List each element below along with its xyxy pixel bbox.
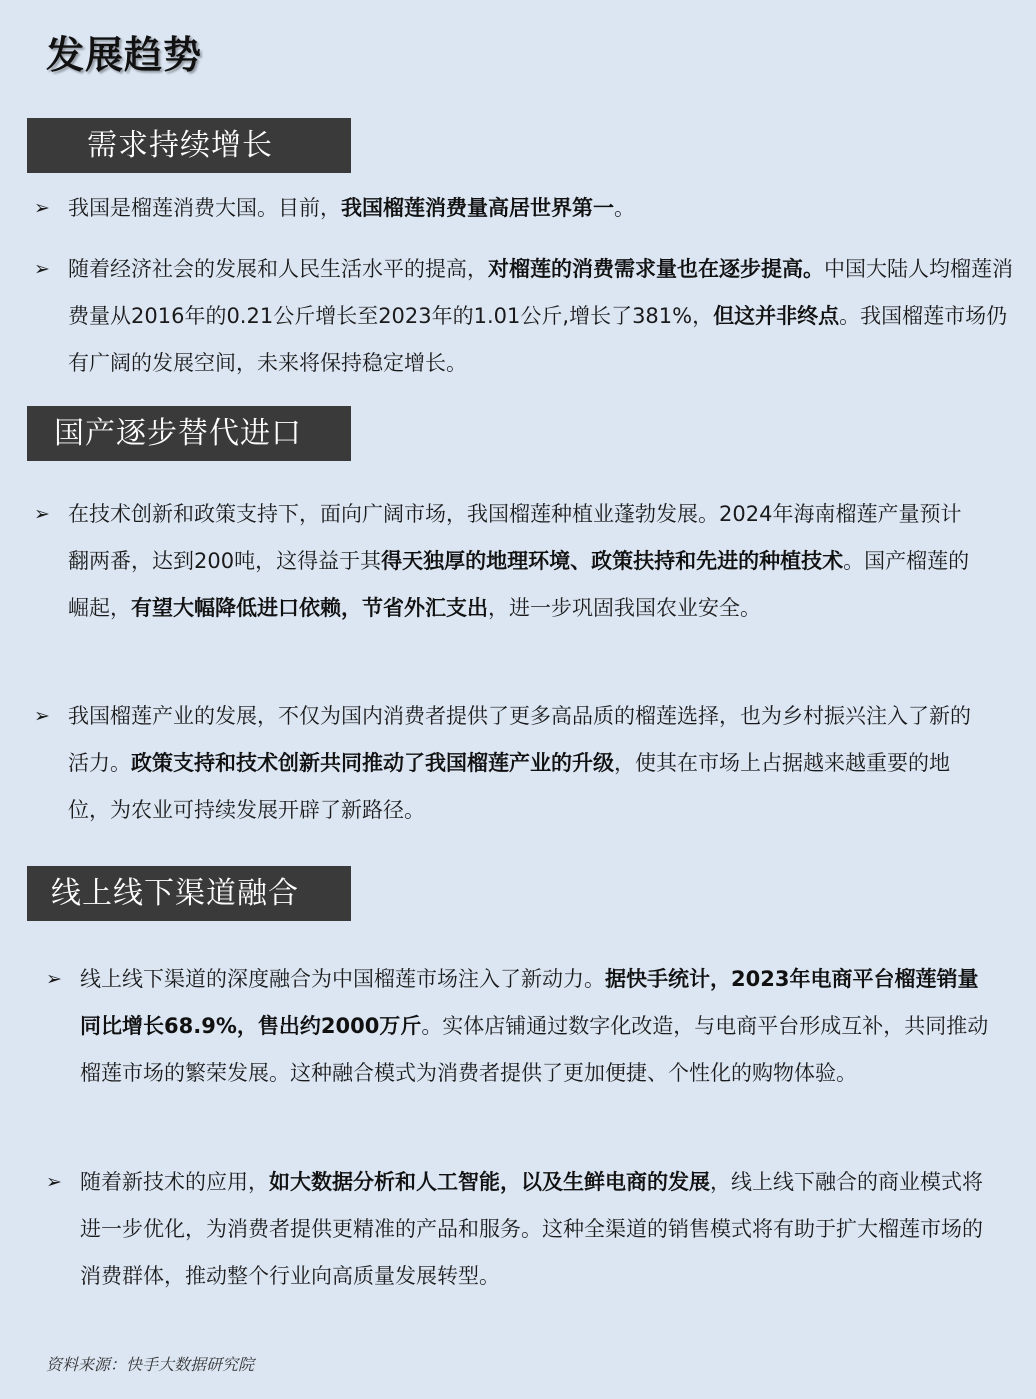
emphasis-text: 有望大幅降低进口依赖，节省外汇支出	[131, 596, 488, 620]
body-text: 我国是榴莲消费大国。目前，	[68, 196, 341, 220]
source-note: 资料来源：快手大数据研究院	[46, 1355, 255, 1374]
emphasis-text: 对榴莲的消费需求量也在逐步提高。	[488, 257, 824, 281]
section-header-channel-fusion	[27, 866, 351, 921]
emphasis-text: 据快手统计，2023年电商平台榴莲销量同比增长68.9%，售出约2000万斤	[80, 967, 979, 1038]
arrow-bullet-icon: ➢	[34, 197, 50, 219]
section-header-demand	[27, 118, 351, 173]
body-text: ，线上线下融合的商业模式将进一步优化，为消费者提供更精准的产品和服务。这种全渠道的销售模式将有助于扩大榴莲市场的消费群体，推动整个行业向高质量发展转型。	[80, 1170, 983, 1288]
body-text: 。我国榴莲市场仍有广阔的发展空间，未来将保持稳定增长。	[68, 304, 1008, 375]
arrow-bullet-icon: ➢	[46, 968, 62, 990]
arrow-bullet-icon: ➢	[46, 1171, 62, 1193]
body-text: 线上线下渠道的深度融合为中国榴莲市场注入了新动力。	[80, 967, 605, 991]
body-text: ，进一步巩固我国农业安全。	[488, 596, 761, 620]
bullet-text	[80, 956, 996, 1097]
arrow-bullet-icon: ➢	[34, 705, 50, 727]
list-item	[34, 246, 1014, 387]
emphasis-text: 如大数据分析和人工智能，以及生鲜电商的发展	[269, 1170, 710, 1194]
body-text: ，使其在市场上占据越来越重要的地位，为农业可持续发展开辟了新路径。	[68, 751, 950, 822]
emphasis-text: 得天独厚的地理环境、政策扶持和先进的种植技术	[381, 549, 844, 573]
emphasis-text: 我国榴莲消费量高居世界第一	[341, 196, 614, 220]
section-title: 需求持续增长	[87, 128, 273, 163]
list-item	[34, 491, 979, 632]
bullet-text	[68, 185, 1014, 232]
page-title: 发展趋势	[46, 32, 203, 77]
emphasis-text: 但这并非终点	[713, 304, 840, 328]
section-header-import-substitution	[27, 406, 351, 461]
list-item	[34, 185, 1014, 232]
body-text: 我国榴莲产业的发展，不仅为国内消费者提供了更多高品质的榴莲选择，也为乡村振兴注入了新的活力。	[68, 704, 971, 775]
section-title: 国产逐步替代进口	[54, 416, 302, 451]
arrow-bullet-icon: ➢	[34, 258, 50, 280]
body-text: 。实体店铺通过数字化改造，与电商平台形成互补，共同推动榴莲市场的繁荣发展。这种融合模式为消费者提供了更加便捷、个性化的购物体验。	[80, 1014, 989, 1085]
body-text: 随着新技术的应用，	[80, 1170, 269, 1194]
list-item	[34, 693, 979, 834]
body-text: 。	[614, 196, 635, 220]
list-item	[46, 956, 996, 1097]
arrow-bullet-icon: ➢	[34, 503, 50, 525]
bullet-text	[68, 246, 1014, 387]
body-text: 在技术创新和政策支持下，面向广阔市场，我国榴莲种植业蓬勃发展。2024年海南榴莲产量预计翻两番，达到200吨，这得益于其	[68, 502, 962, 573]
body-text: 中国大陆人均榴莲消费量从2016年的0.21公斤增长至2023年的1.01公斤,增长了381%，	[68, 257, 1013, 328]
section-title: 线上线下渠道融合	[51, 876, 299, 911]
body-text: 随着经济社会的发展和人民生活水平的提高，	[68, 257, 488, 281]
list-item	[46, 1159, 996, 1300]
bullet-text	[80, 1159, 996, 1300]
bullet-text	[68, 491, 979, 632]
body-text: 。国产榴莲的崛起，	[68, 549, 970, 620]
bullet-text	[68, 693, 979, 834]
emphasis-text: 政策支持和技术创新共同推动了我国榴莲产业的升级	[131, 751, 614, 775]
